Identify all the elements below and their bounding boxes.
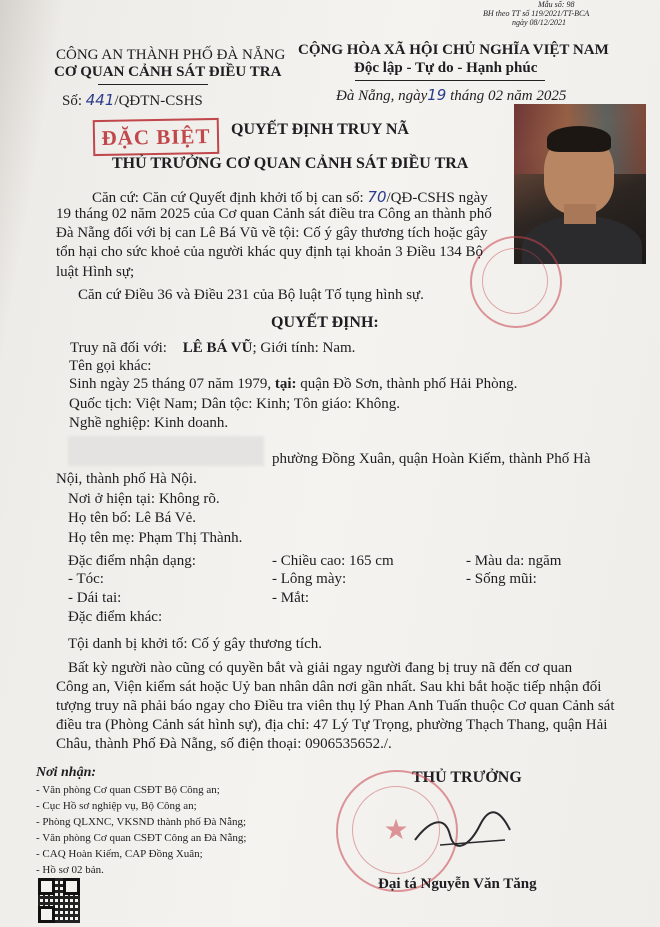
charge: Tội danh bị khởi tố: Cố ý gây thương tích.	[68, 636, 322, 652]
document-subtitle: THỦ TRƯỞNG CƠ QUAN CẢNH SÁT ĐIỀU TRA	[112, 155, 469, 172]
issue-date: Đà Nẵng, ngày19 tháng 02 năm 2025	[336, 86, 567, 104]
form-regulation-date: ngày 08/12/2021	[512, 18, 566, 27]
recipient-item: - Văn phòng Cơ quan CSĐT Bộ Công an;	[36, 784, 220, 796]
official-seal: ★	[336, 770, 458, 892]
document-title: QUYẾT ĐỊNH TRUY NÃ	[231, 121, 409, 138]
recipient-item: - Hồ sơ 02 bản.	[36, 864, 104, 876]
mother-name: Họ tên mẹ: Phạm Thị Thành.	[68, 530, 243, 546]
address-line-1: phường Đồng Xuân, quận Hoàn Kiếm, thành Phố Hà	[272, 451, 591, 467]
national-motto: Độc lập - Tự do - Hạnh phúc	[354, 60, 538, 76]
suspect-name: LÊ BÁ VŨ	[182, 340, 253, 356]
feature-nose: - Sống mũi:	[466, 571, 537, 587]
form-regulation: BH theo TT số 119/2021/TT-BCA	[483, 9, 590, 18]
feature-ears: - Dái tai:	[68, 590, 122, 606]
basis-line-4: tổn hại cho sức khoẻ của người khác quy định tại khoản 3 Điều 134 Bộ	[56, 244, 484, 260]
feature-height: - Chiều cao: 165 cm	[272, 553, 394, 569]
motto-underline	[355, 80, 545, 81]
alias: Tên gọi khác:	[69, 358, 152, 374]
instruction-line-3: tượng truy nã phải báo ngay cho Điều tra viên thụ lý Phan Anh Tuấn thuộc Cơ quan Cảnh sát	[56, 698, 615, 714]
special-stamp: ĐẶC BIỆT	[93, 118, 220, 156]
feature-eyebrows: - Lông mày:	[272, 571, 347, 587]
recipient-item: - CAQ Hoàn Kiếm, CAP Đồng Xuân;	[36, 848, 203, 860]
feature-hair: - Tóc:	[68, 571, 104, 587]
basis-line-5: luật Hình sự;	[56, 264, 135, 280]
header-left-underline	[98, 84, 208, 85]
birth-info: Sinh ngày 25 tháng 07 năm 1979, tại: quận Đồ Sơn, thành phố Hải Phòng.	[69, 376, 518, 392]
issuing-department: CƠ QUAN CẢNH SÁT ĐIỀU TRA	[54, 64, 282, 80]
instruction-line-4: điều tra (Phòng Cảnh sát hình sự), địa chỉ: 47 Lý Tự Trọng, phường Thạch Thang, quận Hải	[56, 717, 608, 733]
form-number: Mẫu số: 98	[538, 0, 575, 9]
nation-name: CỘNG HÒA XÃ HỘI CHỦ NGHĨA VIỆT NAM	[298, 42, 609, 58]
qr-code	[38, 878, 80, 923]
instruction-line-1: Bất kỳ người nào cũng có quyền bắt và giải ngay người đang bị truy nã đến cơ quan	[68, 660, 573, 676]
nationality: Quốc tịch: Việt Nam; Dân tộc: Kinh; Tôn giáo: Không.	[69, 396, 400, 412]
father-name: Họ tên bố: Lê Bá Vẻ.	[68, 510, 197, 526]
recipient-item: - Cục Hồ sơ nghiệp vụ, Bộ Công an;	[36, 800, 197, 812]
basis-line-2: 19 tháng 02 năm 2025 của Cơ quan Cảnh sát điều tra Công an thành phố	[56, 206, 492, 222]
official-seal-upper	[470, 236, 562, 328]
signer-role: THỦ TRƯỞNG	[412, 769, 522, 786]
instruction-line-5: Châu, thành Phố Đà Nẵng, số điện thoại: 0906535652./.	[56, 736, 392, 752]
feature-other: Đặc điểm khác:	[68, 609, 163, 625]
document-number: Số: 441/QĐTN-CSHS	[62, 91, 203, 109]
feature-eyes: - Mắt:	[272, 590, 310, 606]
signer-name: Đại tá Nguyễn Văn Tăng	[378, 876, 537, 892]
current-residence: Nơi ở hiện tại: Không rõ.	[68, 491, 220, 507]
redacted-address	[68, 436, 264, 466]
decision-heading: QUYẾT ĐỊNH:	[271, 314, 379, 331]
basis-line-6: Căn cứ Điều 36 và Điều 231 của Bộ luật Tố tụng hình sự.	[78, 287, 424, 303]
recipient-item: - Phòng QLXNC, VKSND thành phố Đà Nẵng;	[36, 816, 247, 828]
features-heading: Đặc điểm nhận dạng:	[68, 553, 196, 569]
recipients-heading: Nơi nhận:	[36, 765, 97, 780]
handwritten-signature	[410, 800, 520, 860]
basis-line-1: Căn cứ: Căn cứ Quyết định khởi tố bị can số: 70/QĐ-CSHS ngày	[92, 188, 488, 206]
instruction-line-2: Công an, Viện kiểm sát hoặc Uỷ ban nhân dân nơi gần nhất. Sau khi bắt hoặc tiếp nhận đối	[56, 679, 602, 695]
occupation: Nghề nghiệp: Kinh doanh.	[69, 415, 229, 431]
issuing-agency: CÔNG AN THÀNH PHỐ ĐÀ NẴNG	[56, 47, 286, 63]
address-line-2: Nội, thành phố Hà Nội.	[56, 471, 197, 487]
wanted-person-line: Truy nã đối với: LÊ BÁ VŨ; Giới tính: Nam.	[70, 340, 356, 356]
feature-skin: - Màu da: ngăm	[466, 553, 562, 569]
recipient-item: - Văn phòng Cơ quan CSĐT Công an Đà Nẵng;	[36, 832, 247, 844]
basis-line-3: Đà Nẵng đối với bị can Lê Bá Vũ về tội: Cố ý gây thương tích hoặc gây	[56, 225, 488, 241]
